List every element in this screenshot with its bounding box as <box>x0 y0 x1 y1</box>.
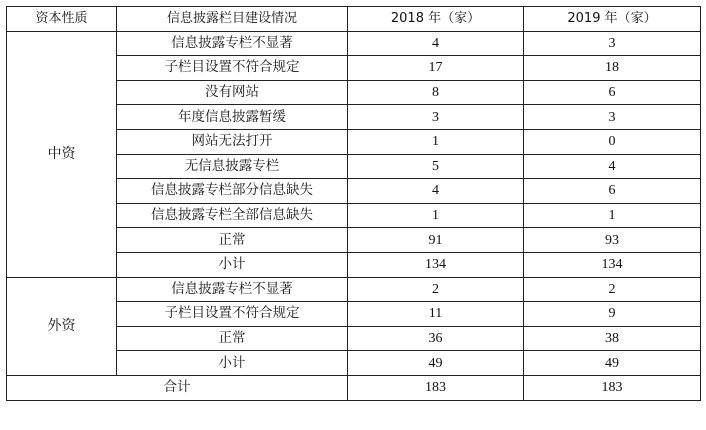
value-2018: 134 <box>348 252 524 277</box>
row-label: 信息披露专栏全部信息缺失 <box>117 203 348 228</box>
value-2018: 11 <box>348 302 524 327</box>
total-row <box>7 375 701 400</box>
table-row <box>7 277 701 302</box>
total-label: 合计 <box>7 375 348 400</box>
value-2018: 3 <box>348 105 524 130</box>
value-2019: 4 <box>524 154 701 179</box>
row-label: 年度信息披露暂缓 <box>117 105 348 130</box>
header-2019: 2019 年（家） <box>524 7 701 32</box>
value-2018: 36 <box>348 326 524 351</box>
value-2019: 9 <box>524 302 701 327</box>
header-2018: 2018 年（家） <box>348 7 524 32</box>
row-label: 没有网站 <box>117 80 348 105</box>
value-2019: 3 <box>524 105 701 130</box>
value-2019: 93 <box>524 228 701 253</box>
value-2019: 38 <box>524 326 701 351</box>
value-2019: 6 <box>524 80 701 105</box>
value-2018: 1 <box>348 203 524 228</box>
value-2019: 134 <box>524 252 701 277</box>
disclosure-table <box>6 6 701 401</box>
header-capital-type: 资本性质 <box>7 7 117 32</box>
value-2018: 49 <box>348 351 524 376</box>
row-label: 信息披露专栏不显著 <box>117 31 348 56</box>
row-label: 正常 <box>117 326 348 351</box>
row-label: 正常 <box>117 228 348 253</box>
value-2019: 1 <box>524 203 701 228</box>
table-row <box>7 31 701 56</box>
group-label-domestic: 中资 <box>7 31 117 277</box>
value-2018: 17 <box>348 56 524 81</box>
value-2018: 91 <box>348 228 524 253</box>
value-2018: 8 <box>348 80 524 105</box>
row-label: 网站无法打开 <box>117 129 348 154</box>
value-2019: 0 <box>524 129 701 154</box>
group-label-foreign: 外资 <box>7 277 117 375</box>
value-2018: 1 <box>348 129 524 154</box>
row-label: 无信息披露专栏 <box>117 154 348 179</box>
value-2019: 49 <box>524 351 701 376</box>
total-2018: 183 <box>348 375 524 400</box>
value-2018: 5 <box>348 154 524 179</box>
row-label: 信息披露专栏不显著 <box>117 277 348 302</box>
header-row <box>7 7 701 32</box>
row-label: 小计 <box>117 252 348 277</box>
value-2018: 4 <box>348 31 524 56</box>
total-2019: 183 <box>524 375 701 400</box>
row-label: 子栏目设置不符合规定 <box>117 56 348 81</box>
disclosure-table-container <box>6 6 700 401</box>
value-2019: 3 <box>524 31 701 56</box>
value-2018: 4 <box>348 179 524 204</box>
header-column-status: 信息披露栏目建设情况 <box>117 7 348 32</box>
value-2019: 6 <box>524 179 701 204</box>
row-label: 信息披露专栏部分信息缺失 <box>117 179 348 204</box>
value-2019: 2 <box>524 277 701 302</box>
value-2018: 2 <box>348 277 524 302</box>
value-2019: 18 <box>524 56 701 81</box>
row-label: 子栏目设置不符合规定 <box>117 302 348 327</box>
row-label: 小计 <box>117 351 348 376</box>
